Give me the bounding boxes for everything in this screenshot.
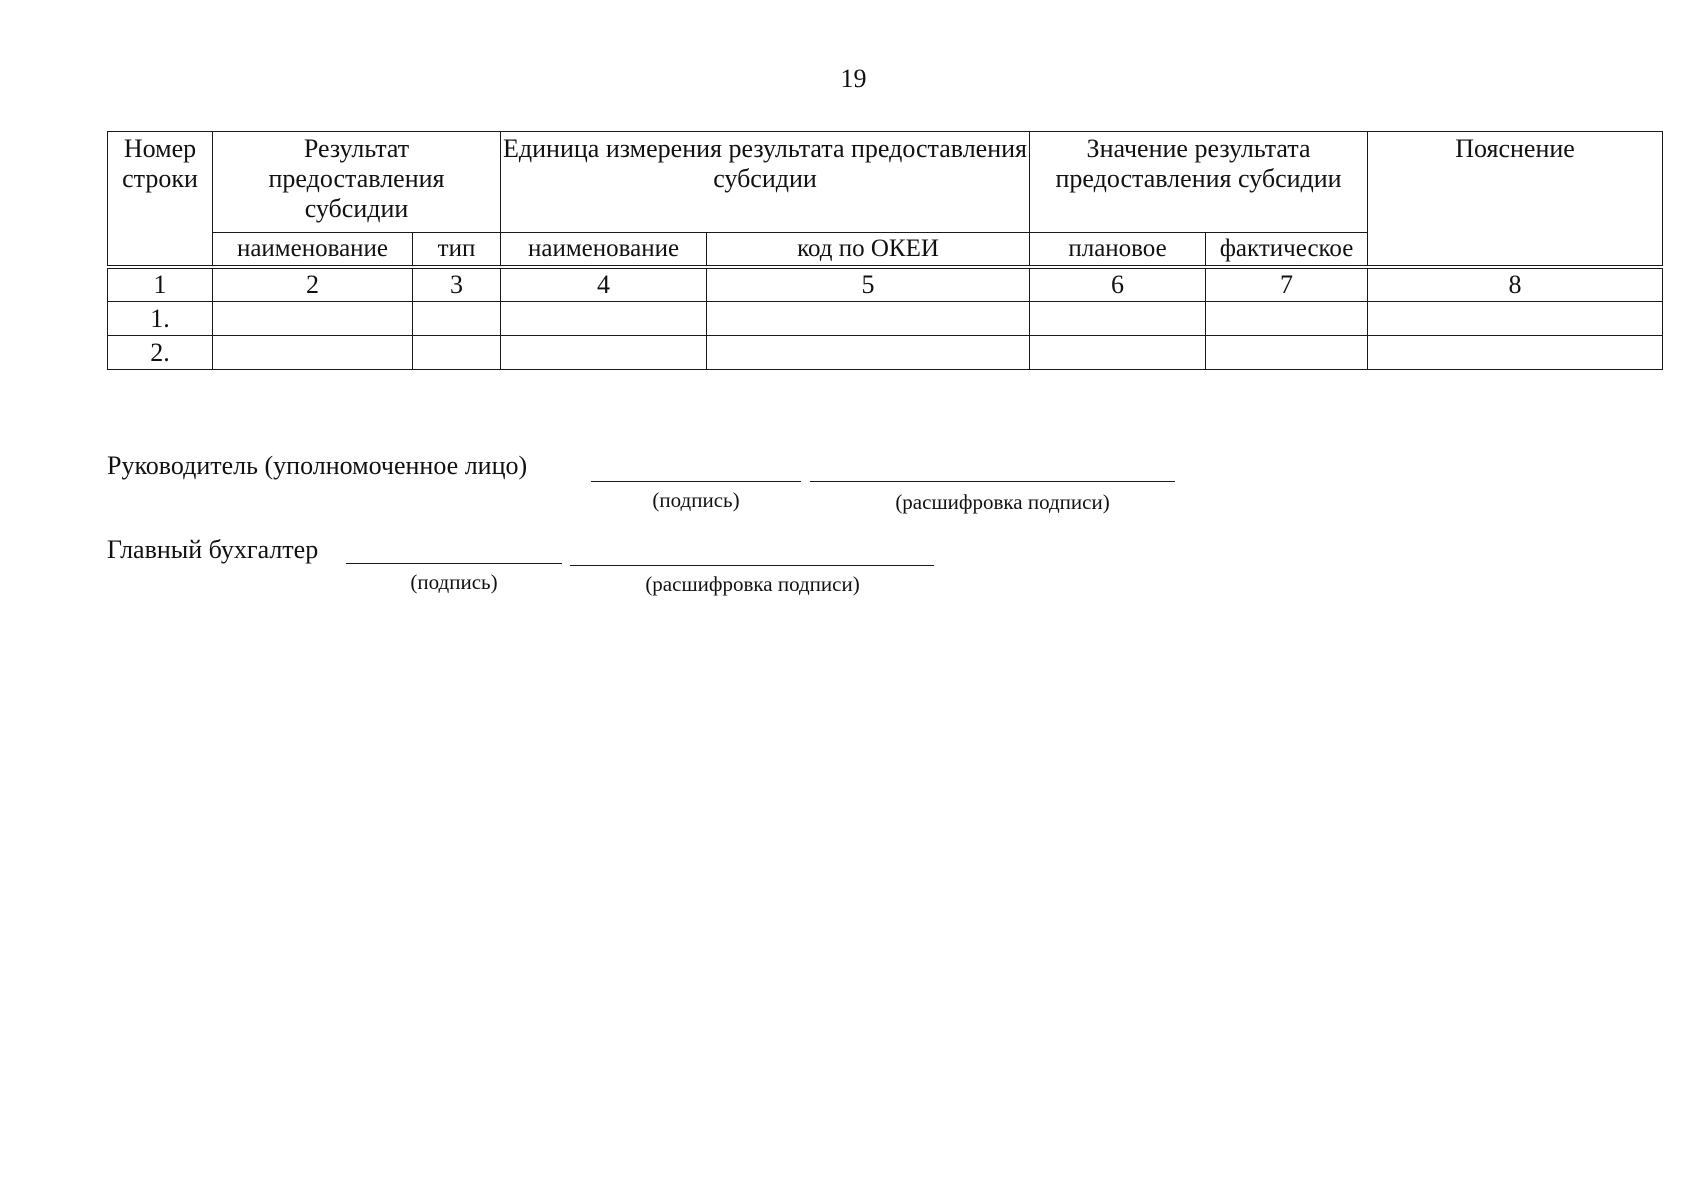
table-cell[interactable] [1030, 336, 1206, 370]
column-number: 8 [1368, 267, 1663, 302]
accountant-signature-label: Главный бухгалтер [107, 535, 319, 564]
table-cell[interactable] [413, 336, 501, 370]
table-cell[interactable] [1206, 336, 1368, 370]
subheader-result-name: наименование [213, 233, 413, 268]
table-cell[interactable] [1206, 302, 1368, 336]
results-table [107, 131, 1663, 370]
table-cell[interactable] [707, 336, 1030, 370]
row-number-cell: 2. [108, 336, 213, 370]
table-cell[interactable] [1030, 302, 1206, 336]
subheader-value-actual: фактическое [1206, 233, 1368, 268]
column-number: 3 [413, 267, 501, 302]
head-signature-line[interactable] [591, 481, 801, 482]
header-unit: Единица измерения результата предоставления субсидии [501, 132, 1030, 233]
table-cell[interactable] [1368, 302, 1663, 336]
head-signature-label: Руководитель (уполномоченное лицо) [107, 451, 528, 480]
head-decoding-caption: (расшифровка подписи) [895, 490, 1110, 514]
column-number: 6 [1030, 267, 1206, 302]
column-number: 4 [501, 267, 707, 302]
header-value: Значение результата предоставления субсидии [1030, 132, 1368, 233]
column-number: 1 [108, 267, 213, 302]
column-number: 7 [1206, 267, 1368, 302]
table-cell[interactable] [1368, 336, 1663, 370]
table-row [108, 336, 1663, 370]
head-signature-caption: (подпись) [652, 488, 740, 512]
subheader-unit-name: наименование [501, 233, 707, 268]
accountant-signature-caption: (подпись) [410, 570, 498, 594]
subheader-value-planned: плановое [1030, 233, 1206, 268]
subheader-unit-okei: код по ОКЕИ [707, 233, 1030, 268]
accountant-decoding-caption: (расшифровка подписи) [645, 572, 860, 596]
header-result: Результат предоставления субсидии [213, 132, 501, 233]
column-number-row [108, 267, 1663, 302]
header-row-number: Номер строки [108, 132, 213, 268]
table-row [108, 302, 1663, 336]
table-cell[interactable] [213, 336, 413, 370]
table-cell[interactable] [707, 302, 1030, 336]
column-number: 5 [707, 267, 1030, 302]
row-number-cell: 1. [108, 302, 213, 336]
accountant-decoding-line[interactable] [570, 565, 934, 566]
column-number: 2 [213, 267, 413, 302]
table-cell[interactable] [501, 336, 707, 370]
table-cell[interactable] [501, 302, 707, 336]
subheader-result-type: тип [413, 233, 501, 268]
head-decoding-line[interactable] [810, 481, 1175, 482]
page-number: 19 [840, 64, 867, 93]
accountant-signature-line[interactable] [346, 563, 562, 564]
table-cell[interactable] [213, 302, 413, 336]
header-explanation: Пояснение [1368, 132, 1663, 268]
table-cell[interactable] [413, 302, 501, 336]
